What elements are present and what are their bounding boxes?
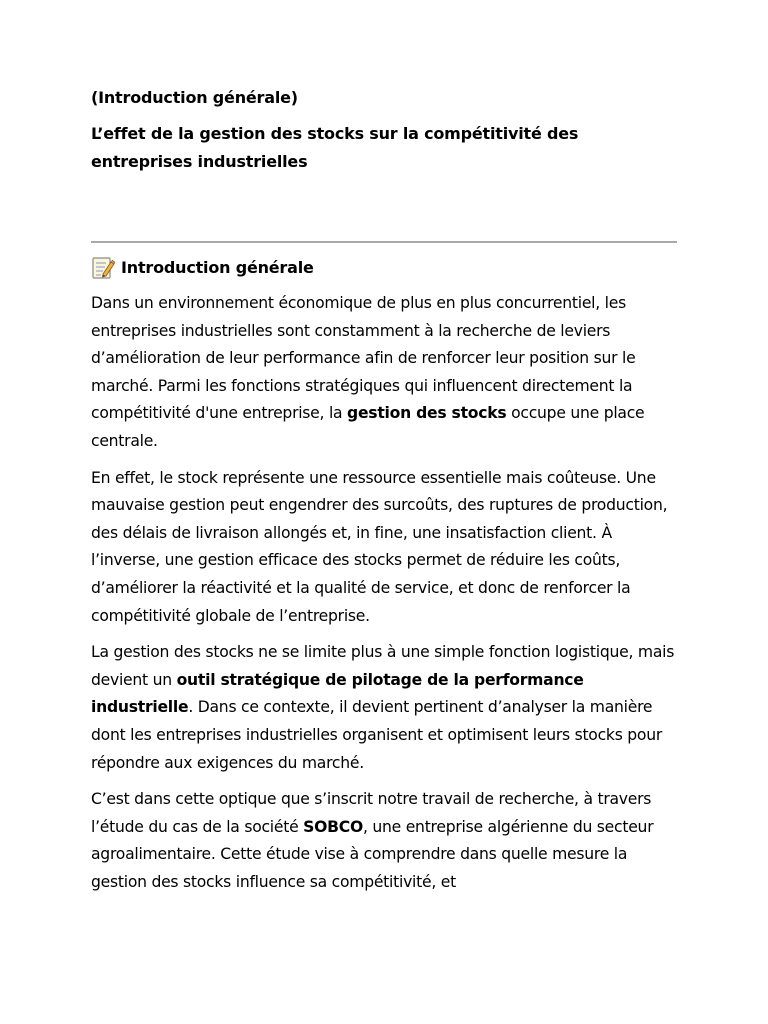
paragraph-1-text: Dans un environnement économique de plus en plus concurrentiel, les entreprises industrielles sont constamment à la recherche de leviers d’amélioration de leur performance afin de renforcer leur position sur le marché. Parmi les fonctions stratégiques qui influencent directement la compétitivité d'une entreprise, la	[91, 294, 636, 423]
paragraph-4	[91, 786, 681, 896]
paragraph-1-bold: gestion des stocks	[347, 404, 507, 423]
paragraph-4-text-end: , une entreprise algérienne du secteur agroalimentaire. Cette étude vise à comprendre dans quelle mesure la gestion des stocks influence sa compétitivité, et	[91, 817, 654, 891]
section-divider	[91, 241, 677, 243]
paragraph-2: En effet, le stock représente une ressource essentielle mais coûteuse. Une mauvaise gestion peut engendrer des surcoûts, des ruptures de production, des délais de livraison allongés et, in fine, une insatisfaction client. À l’inverse, une gestion efficace des stocks permet de réduire les coûts, d’améliorer la réactivité et la qualité de service, et donc de renforcer la compétitivité globale de l’entreprise.	[91, 468, 668, 625]
document-page	[91, 84, 681, 891]
document-subtitle: L’effet de la gestion des stocks sur la compétitivité des entreprises industrielles	[91, 124, 579, 171]
document-heading: (Introduction générale)	[91, 88, 298, 107]
paragraph-1-text-end: occupe une place centrale.	[91, 404, 645, 450]
paragraph-3-bold: outil stratégique de pilotage de la performance industrielle	[91, 670, 584, 717]
section-body	[91, 290, 681, 905]
paragraph-3-text-end: . Dans ce contexte, il devient pertinent d’analyser la manière dont les entreprises industrielles organisent et optimisent leurs stocks pour répondre aux exigences du marché.	[91, 698, 663, 772]
section-header	[91, 254, 314, 282]
paragraph-3	[91, 639, 681, 777]
section-title: Introduction générale	[121, 258, 314, 277]
paragraph-4-bold: SOBCO	[303, 817, 363, 836]
memo-icon	[91, 256, 115, 280]
paragraph-4-text: C’est dans cette optique que s’inscrit notre travail de recherche, à travers l’étude du cas de la société	[91, 790, 652, 836]
paragraph-3-text: La gestion des stocks ne se limite plus à une simple fonction logistique, mais devient un	[91, 643, 675, 689]
paragraph-1	[91, 290, 681, 456]
